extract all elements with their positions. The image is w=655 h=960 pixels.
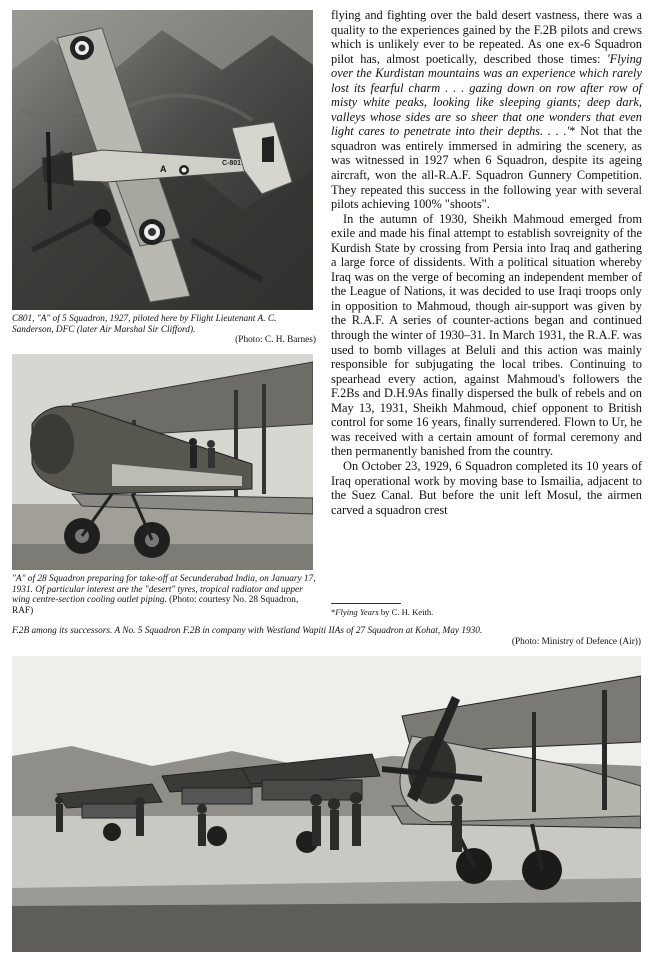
- caption-text: C801, "A" of 5 Squadron, 1927, piloted here by Flight Lieutenant A. C. Sanderson, DFC (later Air Marshal Sir Clifford).: [12, 314, 277, 335]
- body-column: [331, 8, 642, 517]
- biplane-flight-illustration: [12, 10, 313, 310]
- photo-biplane-in-flight: [12, 10, 313, 310]
- aircraft-lineup-illustration: [12, 656, 641, 952]
- paragraph-2: In the autumn of 1930, Sheikh Mahmoud emerged from exile and made his final attempt to establish sovreignity of the Kurdish State by crossing from Persia into Iraq and gathering a large force of dissidents. With a political situation whereby Iraq was on the verge of becoming an independent member of the League of Nations, it was decided to use Iraqi troops only in opposition to Mahmoud, though air-support was given by the R.A.F. A series of counter-actions began and continued through the winter of 1930–31. In March 1931, the R.A.F. was used to bomb villages at Beluli and this action was mainly responsible for subjugating the local tribes. Continuing to spearhead every action, against Mahmoud's followers the F.2Bs and D.H.9As finally dispersed the bulk of rebels and on May 13, 1931, Sheikh Mahmoud, chief opponent to British control for some 16 years, finally surrendered. Flown to Ur, he was received with a certain amount of formal ceremony and then permanently banished from the country.: [331, 211, 642, 459]
- footnote-marker: *: [331, 607, 336, 617]
- biplane-ground-illustration: [12, 354, 313, 570]
- photo-credit: (Photo: courtesy No. 28 Squadron, RAF): [12, 595, 299, 616]
- photo-caption-top-left: [12, 314, 316, 346]
- rudder-letter: A: [160, 164, 167, 174]
- photo-caption-bottom: [12, 626, 641, 647]
- quotation: 'Flying over the Kurdistan mountains was an experience which rarely lost its fearful charm . . . gazing down on row after row of misty white peaks, looking like sleeping giants; deep dark, valleys whose sides are so sheer that one wonders that even light cares to penetrate into their depths. . . .': [331, 51, 642, 139]
- photo-credit: (Photo: Ministry of Defence (Air)): [511, 636, 641, 647]
- photo-aircraft-lineup: [12, 656, 641, 952]
- footnote-book-title: Flying Years: [335, 607, 379, 617]
- photo-caption-middle-left: [12, 574, 316, 616]
- photo-biplane-takeoff: [12, 354, 313, 570]
- caption-text: "A" of 28 Squadron preparing for take-off at Secunderabad India, on January 17, 1931. Of particular interest are the "desert" tyres, tropical radiator and upper wing centre-section cooling outlet piping.: [12, 574, 316, 606]
- caption-text: F.2B among its successors. A No. 5 Squadron F.2B in company with Westland Wapiti IIAs of 27 Squadron at Kohat, May 1930.: [12, 626, 483, 636]
- footnote: [331, 607, 642, 617]
- paragraph-1: [331, 8, 642, 212]
- footnote-author: by C. H. Keith.: [378, 607, 434, 617]
- photo-credit: (Photo: C. H. Barnes): [235, 335, 316, 346]
- paragraph-1-text-a: flying and fighting over the bald desert vastness, there was a quality to the experiences gained by the F.2B pilots and crews which is unlikely ever to be repeated. As one ex-6 Squadron pilot has, almost poetically, described those times:: [331, 8, 642, 66]
- paragraph-1-text-b: * Not that the squadron was entirely immersed in admiring the scenery, as was witnessed in 1927 when 6 Squadron, despite its ageing aircraft, won the all-R.A.F. Squadron Gunnery Competition. They repeated this success in the following year with several pilots achieving 100% "shoots".: [331, 124, 642, 212]
- footnote-rule: [331, 603, 401, 604]
- paragraph-3: On October 23, 1929, 6 Squadron completed its 10 years of Iraq operational work by moving base to Ismailia, adjacent to the Suez Canal. But before the unit left Mosul, the airmen carved a squadron crest: [331, 458, 642, 517]
- fuselage-serial: C-801: [222, 160, 242, 167]
